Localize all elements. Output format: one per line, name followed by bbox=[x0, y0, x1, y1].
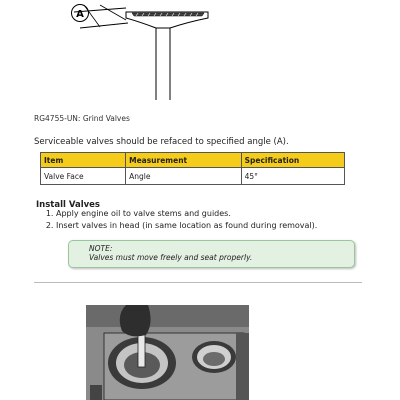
spec-header-item: Item bbox=[41, 153, 126, 168]
figure-caption: RG4755-UN: Grind Valves bbox=[34, 114, 130, 123]
note-box bbox=[68, 240, 355, 268]
angle-line-lower bbox=[80, 23, 128, 28]
table-row bbox=[41, 168, 345, 185]
valve-installation-photo bbox=[86, 305, 249, 400]
note-label: NOTE: bbox=[89, 244, 113, 253]
spec-table bbox=[40, 152, 345, 185]
callout-label: A bbox=[76, 9, 84, 20]
angle-extension bbox=[100, 5, 126, 20]
spec-cell-specification: 45° bbox=[241, 168, 344, 185]
spec-cell-measurement: Angle bbox=[126, 168, 242, 185]
section-title-install-valves: Install Valves bbox=[36, 200, 100, 210]
section-divider bbox=[34, 282, 362, 283]
valve-angle-diagram bbox=[70, 0, 240, 100]
valve-stem bbox=[156, 28, 170, 100]
intro-text: Serviceable valves should be refaced to specified angle (A). bbox=[34, 137, 289, 147]
note-text: Valves must move freely and seat properly. bbox=[89, 253, 253, 262]
list-item: 2. Insert valves in head (in same location as found during removal). bbox=[56, 220, 317, 232]
install-steps-list bbox=[42, 208, 317, 232]
spec-cell-item: Valve Face bbox=[41, 168, 126, 185]
spec-header-measurement: Measurement bbox=[126, 153, 242, 168]
spec-table-header-row bbox=[41, 153, 345, 168]
spec-header-specification: Specification bbox=[241, 153, 344, 168]
list-item: 1. Apply engine oil to valve stems and guides. bbox=[56, 208, 317, 220]
